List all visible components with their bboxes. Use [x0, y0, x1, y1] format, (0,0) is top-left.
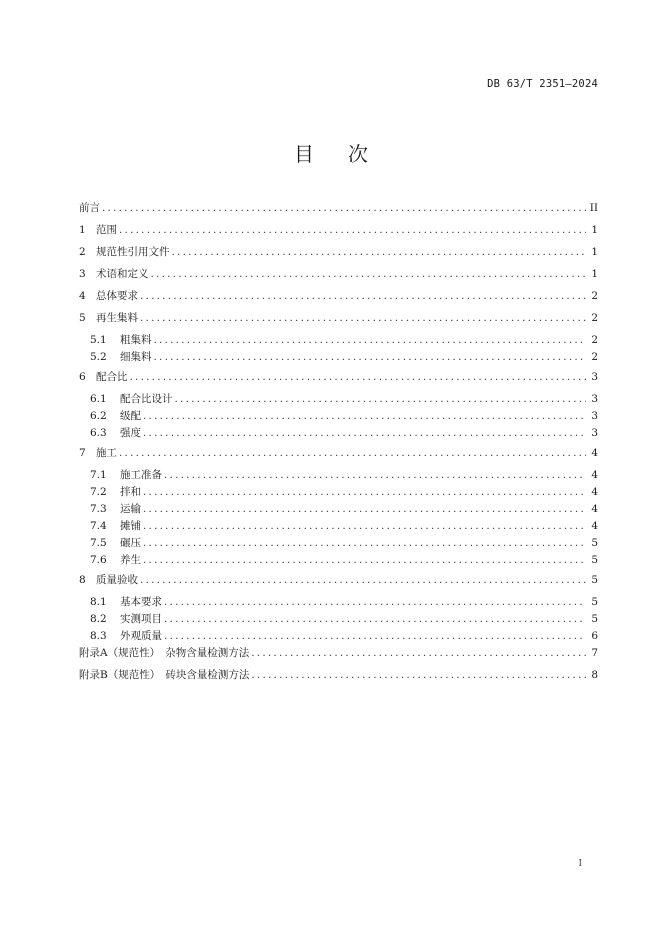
toc-entry-title: 养生: [120, 554, 141, 566]
toc-entry-page: 5: [591, 537, 598, 549]
toc-dot-leader: [251, 669, 586, 681]
toc-dot-leader: [140, 290, 586, 302]
page-title: 目次: [294, 142, 402, 166]
toc-dot-leader: [119, 224, 586, 236]
toc-entry-page: 5: [591, 613, 598, 625]
toc-dot-leader: [164, 596, 586, 608]
toc-entry-6-2[interactable]: [79, 408, 598, 425]
toc-entry-number: 7.4: [90, 520, 107, 532]
toc-entry-page: 7: [591, 647, 598, 659]
toc-entry-page: 3: [591, 393, 598, 405]
toc-entry-number: 4: [79, 290, 86, 302]
toc-dot-leader: [164, 469, 586, 481]
toc-entry-number: 5.2: [90, 351, 107, 363]
toc-entry-number: 6.1: [90, 393, 107, 405]
toc-dot-leader: [151, 268, 587, 280]
toc-entry-page: 4: [591, 447, 598, 459]
toc-entry-page: 3: [591, 427, 598, 439]
toc-entry-7-4[interactable]: [79, 518, 598, 535]
toc-entry-6-1[interactable]: [79, 391, 598, 408]
toc-entry-number: 7.3: [90, 503, 107, 515]
toc-entry-number: 5.1: [90, 334, 107, 346]
toc-entry-title: 范围: [96, 224, 117, 236]
toc-entry-title: 碾压: [120, 537, 141, 549]
toc-entry-title: 外观质量: [120, 630, 162, 642]
toc-entry-title: 总体要求: [96, 290, 138, 302]
toc-entry-number: 8.1: [90, 596, 107, 608]
toc-entry-title: 再生集料: [96, 312, 138, 324]
toc-entry-subtitle: 杂物含量检测方法: [165, 647, 250, 659]
toc-entry-title: 粗集料: [120, 334, 152, 346]
toc-entry-subtitle: 砖块含量检测方法: [165, 669, 250, 681]
toc-entry-page: 1: [591, 224, 598, 236]
page-number: I: [578, 859, 582, 869]
toc-entry-title: 拌和: [120, 486, 141, 498]
toc-entry-page: 3: [591, 410, 598, 422]
toc-entry-page: 2: [591, 290, 598, 302]
toc-entry-number: 7.5: [90, 537, 107, 549]
toc-entry-7-6[interactable]: [79, 552, 598, 569]
toc-entry-1[interactable]: [79, 222, 598, 244]
toc-entry-3[interactable]: [79, 266, 598, 288]
document-code: DB 63/T 2351—2024: [487, 78, 598, 90]
toc-entry-2[interactable]: [79, 244, 598, 266]
toc-entry-appendix-b[interactable]: [79, 667, 598, 689]
toc-entry-page: 4: [591, 503, 598, 515]
toc-dot-leader: [251, 647, 586, 659]
toc-entry-title: 强度: [120, 427, 141, 439]
toc-entry-page: 4: [591, 520, 598, 532]
toc-entry-title: 运输: [120, 503, 141, 515]
toc-entry-page: 2: [591, 334, 598, 346]
toc-entry-appendix-a[interactable]: [79, 645, 598, 667]
toc-entry-title: 实测项目: [120, 613, 162, 625]
toc-entry-page: 2: [591, 312, 598, 324]
toc-dot-leader: [164, 630, 586, 642]
toc-entry-number: 7: [79, 447, 86, 459]
toc-entry-foreword[interactable]: [79, 200, 598, 222]
toc-entry-number: 7.1: [90, 469, 107, 481]
toc-entry-page: 4: [591, 469, 598, 481]
toc-entry-title: 细集料: [120, 351, 152, 363]
toc-entry-page: 5: [591, 574, 598, 586]
toc-dot-leader: [143, 410, 586, 422]
toc-entry-page: 2: [591, 351, 598, 363]
toc-entry-title: 级配: [120, 410, 141, 422]
toc-dot-leader: [143, 503, 586, 515]
toc-entry-5-2[interactable]: [79, 349, 598, 366]
toc-entry-title: 施工准备: [120, 469, 162, 481]
toc-entry-8-1[interactable]: [79, 594, 598, 611]
toc-entry-8[interactable]: [79, 572, 598, 594]
toc-dot-leader: [154, 351, 587, 363]
toc-entry-page: 5: [591, 596, 598, 608]
toc-entry-title: 前言: [79, 202, 100, 214]
toc-entry-8-3[interactable]: [79, 628, 598, 645]
toc-dot-leader: [140, 312, 586, 324]
toc-entry-title: 基本要求: [120, 596, 162, 608]
toc-entry-number: 6: [79, 371, 86, 383]
toc-entry-7-5[interactable]: [79, 535, 598, 552]
toc-dot-leader: [143, 554, 586, 566]
toc-entry-number: 2: [79, 246, 86, 258]
toc-entry-title: 摊铺: [120, 520, 141, 532]
toc-dot-leader: [143, 486, 586, 498]
toc-entry-number: 6.2: [90, 410, 107, 422]
toc-entry-title: 术语和定义: [96, 268, 149, 280]
toc-entry-title: 质量验收: [96, 574, 138, 586]
toc-dot-leader: [175, 393, 587, 405]
toc-entry-number: 7.2: [90, 486, 107, 498]
toc-entry-title: 配合比设计: [120, 393, 173, 405]
toc-dot-leader: [154, 334, 587, 346]
toc-entry-page: 3: [591, 371, 598, 383]
toc-entry-page: 6: [591, 630, 598, 642]
toc-entry-7-2[interactable]: [79, 484, 598, 501]
toc-dot-leader: [119, 447, 586, 459]
toc-entry-title: 附录B（规范性）: [79, 669, 161, 681]
toc-entry-number: 8.3: [90, 630, 107, 642]
toc-entry-7-1[interactable]: [79, 467, 598, 484]
toc-entry-number: 6.3: [90, 427, 107, 439]
toc-entry-7[interactable]: [79, 445, 598, 467]
toc-entry-title: 施工: [96, 447, 117, 459]
toc-entry-title: 配合比: [96, 371, 128, 383]
toc-entry-6-3[interactable]: [79, 425, 598, 442]
toc-dot-leader: [140, 574, 586, 586]
toc-entry-number: 8.2: [90, 613, 107, 625]
toc-entry-number: 5: [79, 312, 86, 324]
toc-entry-number: 8: [79, 574, 86, 586]
toc-entry-5[interactable]: [79, 310, 598, 332]
toc-entry-5-1[interactable]: [79, 332, 598, 349]
toc-entry-page: 8: [591, 669, 598, 681]
toc-entry-title: 附录A（规范性）: [79, 647, 161, 659]
toc-entry-7-3[interactable]: [79, 501, 598, 518]
toc-entry-page: 1: [591, 246, 598, 258]
toc-entry-number: 7.6: [90, 554, 107, 566]
toc-dot-leader: [143, 520, 586, 532]
toc-entry-number: 1: [79, 224, 86, 236]
toc-dot-leader: [102, 202, 586, 214]
toc-entry-page: II: [589, 202, 598, 214]
toc-entry-number: 3: [79, 268, 86, 280]
toc-entry-8-2[interactable]: [79, 611, 598, 628]
toc-entry-title: 规范性引用文件: [96, 246, 170, 258]
toc-dot-leader: [172, 246, 587, 258]
toc-entry-page: 4: [591, 486, 598, 498]
toc-entry-6[interactable]: [79, 369, 598, 391]
table-of-contents: [79, 200, 598, 689]
toc-dot-leader: [130, 371, 587, 383]
toc-entry-page: 1: [591, 268, 598, 280]
toc-entry-4[interactable]: [79, 288, 598, 310]
toc-dot-leader: [164, 613, 586, 625]
toc-entry-page: 5: [591, 554, 598, 566]
toc-dot-leader: [143, 537, 586, 549]
toc-dot-leader: [143, 427, 586, 439]
